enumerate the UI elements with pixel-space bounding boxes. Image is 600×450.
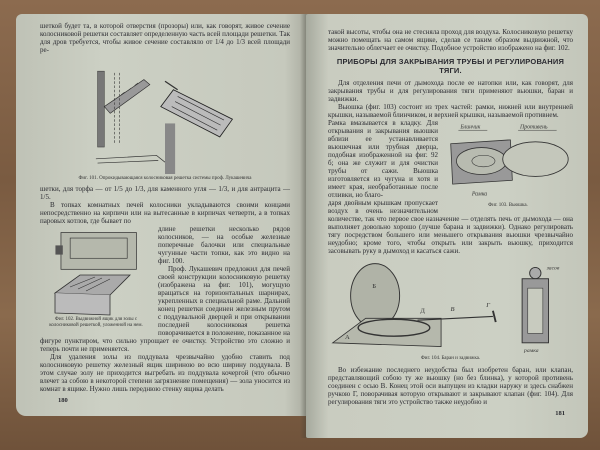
left-para-3: Проф. Лукашевич предложил для печей своей конструкции колосниковую решетку (изображена на фиг. 101), могущую вращаться на горизонтальных шарнирах, укрепленных в специальной раме. Дальний конец решетки соединен железным прутом с поддувальной дверцей и при открывании последней колосниковая решетка поворачивается в положение, показанное на фигуре пунктиром, что сильно упрощает ее очистку. Устройство это сложно и теперь почти не применяется.	[40, 265, 290, 353]
figure-101-grate	[65, 56, 265, 174]
right-para-2c: даря двойным крышкам пропускает воздух в очень незначительном количестве, так что первое свое назначение — отделять печь от дымохода — она выполняет довольно хорошо (лучше барана и задвижки). Однако регулировать тягу посредством большего или меньшего открывания вьюшки чрезвычайно неудобно; кроме того, чтобы открыть или закрыть вьюшку, приходится засовывать руку в дымоход и касаться сажи.	[328, 199, 573, 255]
figure-102-caption: Фиг. 102. Выдвижной ящик для золы с колосниковой решеткой, уложенной на нем.	[49, 317, 143, 328]
label-ramka-104: рамка	[524, 348, 539, 355]
figure-103-damper	[443, 121, 573, 203]
right-para-3: Во избежание последнего неудобства был изобретен баран, или клапан, представляющий собою ту же вьюшку (но без блинка), у которой противень соединен с осью В. Конец этой оси выпущен из кладки наружу и здесь снабжен ручкою Г, поворачивая которую открывают и закрывают клапан (фиг. 104). Для регулирования тяги это устройство также неудобно и	[328, 366, 573, 406]
right-para-1: Для отделения печи от дымохода после ее натопки или, как говорят, для закрывания трубы и для регулирования тяги применяют вьюшки, баран и задвижки.	[328, 79, 573, 103]
left-figures-column	[40, 227, 152, 329]
left-para-1: шетки, для торфа — от 1/5 до 1/3, для каменного угля — 1/3, и для антрацита — 1/5.	[40, 185, 290, 201]
right-top-text: такой высоты, чтобы она не стесняла проход для воздуха. Колосниковую решетку можно помещать на самом ящике, сделав се таким образом выдвижной, что значительно облегчает ее очистку. Подобное устройство изображено на фиг. 102.	[328, 28, 573, 52]
figure-103-block	[443, 121, 573, 209]
page-number-right: 181	[555, 410, 565, 417]
left-top-text: шеткой будет та, в которой отверстия (прозоры) или, как говорят, живое сечение колосниковой решетки составляет определенную часть всей площади решетки. Так для дров требуется, чтобы живое сечение составляло от 1/4 до 1/3 всей площади ре-	[40, 22, 290, 54]
figure-101-caption: Фиг. 101. Опрокидывающаяся колосниковая решетка системы проф. Лукашевича	[78, 176, 252, 181]
page-number-left: 180	[58, 397, 68, 404]
label-b: Б	[372, 283, 377, 291]
left-para-4: Для удаления золы из поддувала чрезвычайно удобно ставить под колосниковую решетку железный ящик шириною во всю ширину поддувала. В этом случае золу не приходится выгребать из поддувала кочергой (что обычно влечет за собою в некоторой степени загрязнение помещения) — зола уносится из комнат в ящике. Нужно лишь переднюю стенку ящика делать	[40, 353, 290, 393]
figure-103-caption: Фиг. 103. Вьюшка.	[488, 203, 528, 208]
right-page	[306, 14, 588, 438]
label-a: А	[344, 334, 350, 342]
label-blinchik: Блинчик	[460, 124, 481, 131]
left-para-2b: длине решетки несколько рядов колосников, — на особые железные поперечные балочки или специальные чугунные части топки, как это видно на фиг. 100.	[158, 225, 290, 265]
label-v: В	[450, 305, 455, 313]
figure-104-caption: Фиг. 104. Баран и задвижка.	[420, 356, 481, 361]
label-ramka: Рамка	[471, 191, 488, 198]
figure-102-ash-box	[40, 273, 150, 317]
label-zasov: засов	[546, 265, 560, 272]
figure-100-furnace	[40, 227, 150, 273]
label-d: Д	[420, 307, 425, 315]
label-protiven: Противень	[520, 124, 548, 131]
left-para-2a: В топках комнатных печей колосники укладываются своими концами непосредственно на кирпичи или на вытесанные в кирпичах четверти, а в топках паровых котлов, где бывает по	[40, 201, 290, 225]
left-page	[16, 14, 308, 416]
right-para-2a: Вьюшка (фиг. 103) состоит из трех частей: рамки, нижней или внутренней крышки, называемой блинчиком, и верхней крышки, называемой противнем.	[328, 103, 573, 119]
label-g: Г	[486, 302, 491, 309]
right-para-2b: Рамка вмазывается в кладку. Для открывания и закрывания вьюшки вблизи ее устанавливается вьюшечная или трубная дверца, подобная изображенной на фиг. 92 б; она же служит и для очистки трубы от сажи. Вьюшка изготовляется из чугуна и хотя и имеет края, необработанные после отливки, но благо-	[328, 119, 438, 199]
section-heading: ПРИБОРЫ ДЛЯ ЗАКРЫВАНИЯ ТРУБЫ И РЕГУЛИРОВАНИЯ ТЯГИ.	[336, 57, 565, 75]
figure-104-damper-and-gate	[328, 259, 573, 355]
